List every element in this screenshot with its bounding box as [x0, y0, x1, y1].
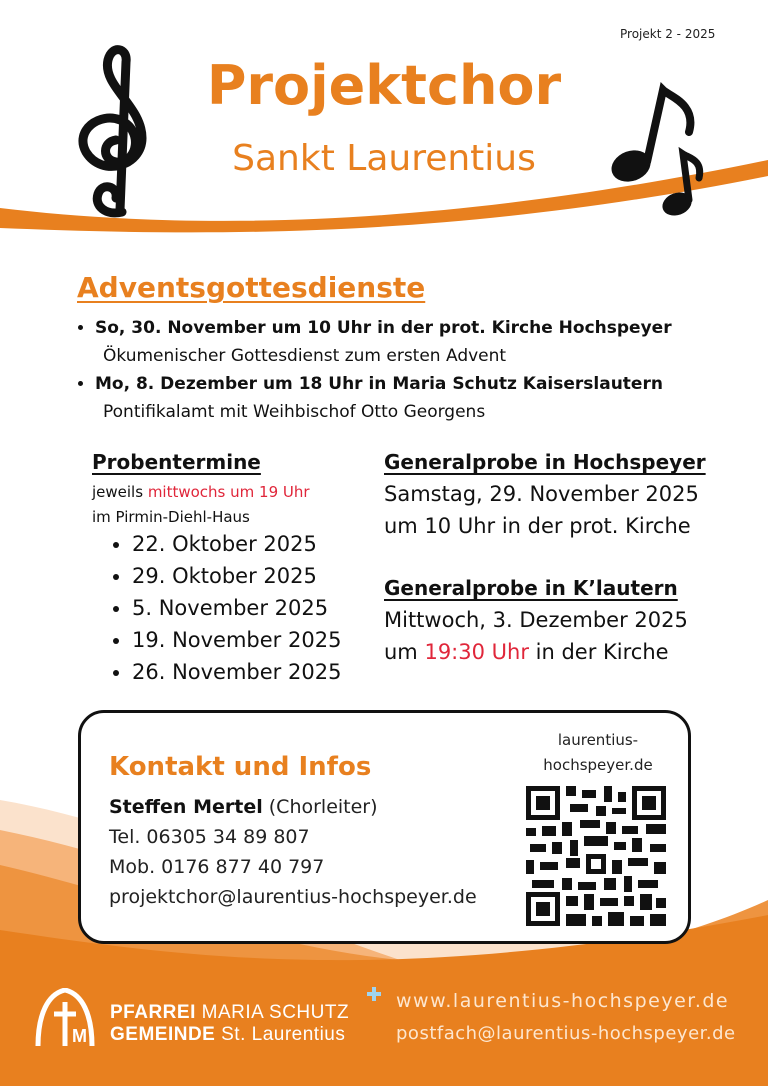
- rehearsal-location: im Pirmin-Diehl-Haus: [92, 508, 250, 526]
- dress-rehearsal-time: 19:30 Uhr: [424, 640, 529, 664]
- footer-parish-label: PFARREI: [110, 1002, 196, 1023]
- rehearsal-date-list: [112, 528, 341, 688]
- project-number: Projekt 2 - 2025: [620, 27, 716, 41]
- website-label-line1: laurentius-: [557, 731, 639, 749]
- website-label-line2: hochspeyer.de: [543, 756, 653, 774]
- dress-rehearsal-klautern-heading: Generalprobe in K’lautern: [384, 576, 678, 600]
- event-date: • So, 30. November um 10 Uhr in der prot. Kirche Hochspeyer: [95, 318, 672, 338]
- footer-email-link[interactable]: postfach@laurentius-hochspeyer.de: [396, 1023, 736, 1044]
- advent-event: [95, 370, 755, 426]
- dress-rehearsal-prefix: um: [384, 640, 425, 664]
- advent-heading: Adventsgottesdienste: [77, 271, 426, 304]
- rehearsal-info: [92, 480, 310, 530]
- event-description: Pontifikalamt mit Weihbischof Otto Georgens: [103, 402, 486, 422]
- rehearsal-time: mittwochs um 19 Uhr: [147, 483, 310, 501]
- dress-rehearsal-place: um 10 Uhr in der prot. Kirche: [384, 514, 691, 538]
- contact-name: Steffen Mertel: [109, 796, 263, 818]
- footer-parish-rest: MARIA SCHUTZ: [195, 1002, 350, 1023]
- contact-heading: Kontakt und Infos: [109, 752, 372, 782]
- dress-rehearsal-date: Samstag, 29. November 2025: [384, 482, 699, 506]
- dress-rehearsal-klautern-details: [384, 604, 688, 668]
- rehearsal-date: • 19. November 2025: [132, 624, 341, 656]
- contact-details: [109, 792, 477, 912]
- contact-role: (Chorleiter): [262, 796, 378, 818]
- svg-text:M: M: [72, 1026, 87, 1046]
- advent-event-list: [75, 314, 755, 426]
- rehearsal-date: • 29. Oktober 2025: [132, 560, 341, 592]
- footer-parish-name: [110, 1002, 349, 1024]
- footer-community-rest: St. Laurentius: [215, 1024, 346, 1045]
- plus-icon: [366, 986, 382, 1002]
- event-date: • Mo, 8. Dezember um 18 Uhr in Maria Schutz Kaiserslautern: [95, 374, 663, 394]
- dress-rehearsal-place: in der Kirche: [528, 640, 669, 664]
- footer-community-label: GEMEINDE: [110, 1024, 216, 1045]
- footer-community-name: [110, 1024, 345, 1046]
- advent-event: [95, 314, 755, 370]
- rehearsal-date: • 22. Oktober 2025: [132, 528, 341, 560]
- dress-rehearsal-hochspeyer-details: [384, 478, 699, 542]
- event-description: Ökumenischer Gottesdienst zum ersten Advent: [103, 346, 507, 366]
- contact-email-link[interactable]: projektchor@laurentius-hochspeyer.de: [109, 886, 477, 908]
- dress-rehearsal-date: Mittwoch, 3. Dezember 2025: [384, 608, 688, 632]
- website-label[interactable]: [523, 728, 673, 778]
- contact-phone[interactable]: Tel. 06305 34 89 807: [109, 826, 310, 848]
- rehearsal-heading: Probentermine: [92, 450, 261, 474]
- footer-website-link[interactable]: www.laurentius-hochspeyer.de: [396, 990, 730, 1012]
- page-title: Projektchor: [206, 54, 562, 117]
- parish-logo-icon: [34, 988, 96, 1048]
- page-subtitle: Sankt Laurentius: [232, 138, 536, 179]
- rehearsal-info-prefix: jeweils: [92, 483, 148, 501]
- rehearsal-date: • 5. November 2025: [132, 592, 341, 624]
- qr-code[interactable]: [526, 786, 666, 926]
- rehearsal-date: • 26. November 2025: [132, 656, 341, 688]
- contact-mobile[interactable]: Mob. 0176 877 40 797: [109, 856, 325, 878]
- dress-rehearsal-hochspeyer-heading: Generalprobe in Hochspeyer: [384, 450, 706, 474]
